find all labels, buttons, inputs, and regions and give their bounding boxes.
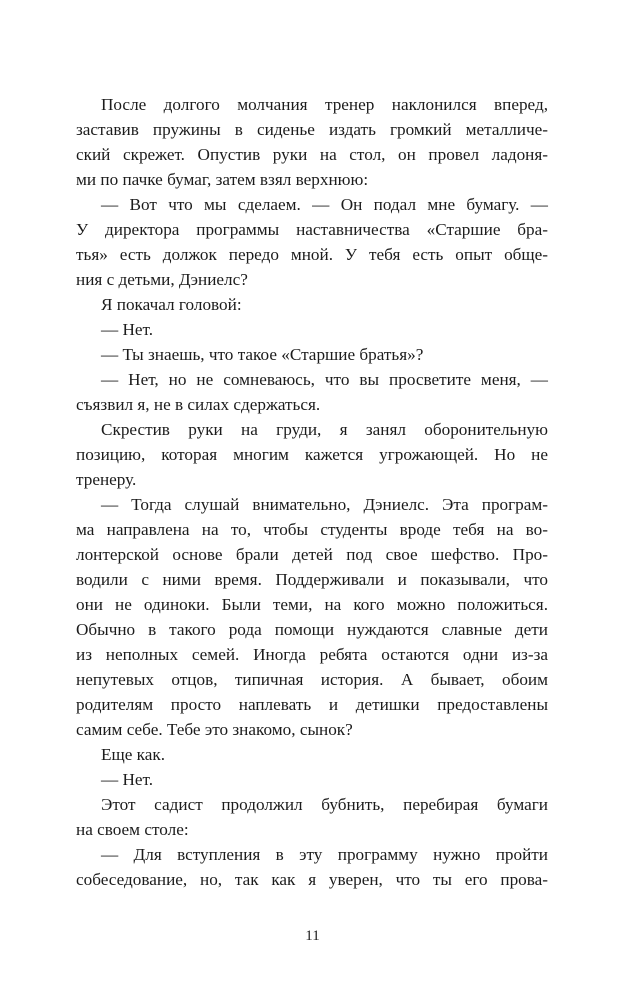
text-line: Скрестив руки на груди, я занял оборонительную bbox=[101, 420, 548, 439]
text-line: на своем столе: bbox=[76, 820, 189, 839]
text-line: непутевых отцов, типичная история. А бывает, обоим bbox=[76, 670, 548, 689]
text-line: водили с ними время. Поддерживали и показывали, что bbox=[76, 570, 548, 589]
text-line: позицию, которая многим кажется угрожающей. Но не bbox=[76, 445, 548, 464]
text-line: тья» есть должок передо мной. У тебя есть опыт обще- bbox=[76, 245, 548, 264]
text-line: — Для вступления в эту программу нужно пройти bbox=[101, 845, 548, 864]
text-line: — Ты знаешь, что такое «Старшие братья»? bbox=[101, 345, 424, 364]
text-line: Еще как. bbox=[101, 745, 166, 764]
text-line: тренеру. bbox=[76, 470, 137, 489]
text-line: Обычно в такого рода помощи нуждаются славные дети bbox=[76, 620, 548, 639]
text-line: съязвил я, не в силах сдержаться. bbox=[76, 395, 321, 414]
text-line: из неполных семей. Иногда ребята остаются одни из-за bbox=[76, 645, 548, 664]
page-number: 11 bbox=[305, 928, 320, 944]
text-line: собеседование, но, так как я уверен, что ты его прова- bbox=[76, 870, 548, 889]
text-line: — Нет. bbox=[101, 320, 154, 339]
text-line: — Тогда слушай внимательно, Дэниелс. Эта програм- bbox=[101, 495, 548, 514]
text-line: ния с детьми, Дэниелс? bbox=[76, 270, 248, 289]
text-line: ми по пачке бумаг, затем взял верхнюю: bbox=[76, 170, 369, 189]
text-line: самим себе. Тебе это знакомо, сынок? bbox=[76, 720, 353, 739]
text-line: — Вот что мы сделаем. — Он подал мне бумагу. — bbox=[101, 195, 548, 214]
text-line: заставив пружины в сиденье издать громкий металличе- bbox=[76, 120, 548, 139]
text-line: Этот садист продолжил бубнить, перебирая бумаги bbox=[101, 795, 548, 814]
text-line: ский скрежет. Опустив руки на стол, он провел ладоня- bbox=[76, 145, 548, 164]
text-line: — Нет. bbox=[101, 770, 154, 789]
text-line: Я покачал головой: bbox=[101, 295, 242, 314]
text-line: После долгого молчания тренер наклонился вперед, bbox=[101, 95, 548, 114]
text-line: родителям просто наплевать и детишки предоставлены bbox=[76, 695, 548, 714]
text-line: — Нет, но не сомневаюсь, что вы просветите меня, — bbox=[101, 370, 548, 389]
text-line: У директора программы наставничества «Старшие бра- bbox=[76, 220, 548, 239]
text-line: ма направлена на то, чтобы студенты вроде тебя на во- bbox=[76, 520, 548, 539]
body-text bbox=[76, 92, 548, 892]
text-line: они не одиноки. Были теми, на кого можно положиться. bbox=[76, 595, 548, 614]
text-line: лонтерской основе брали детей под свое шефство. Про- bbox=[76, 545, 548, 564]
